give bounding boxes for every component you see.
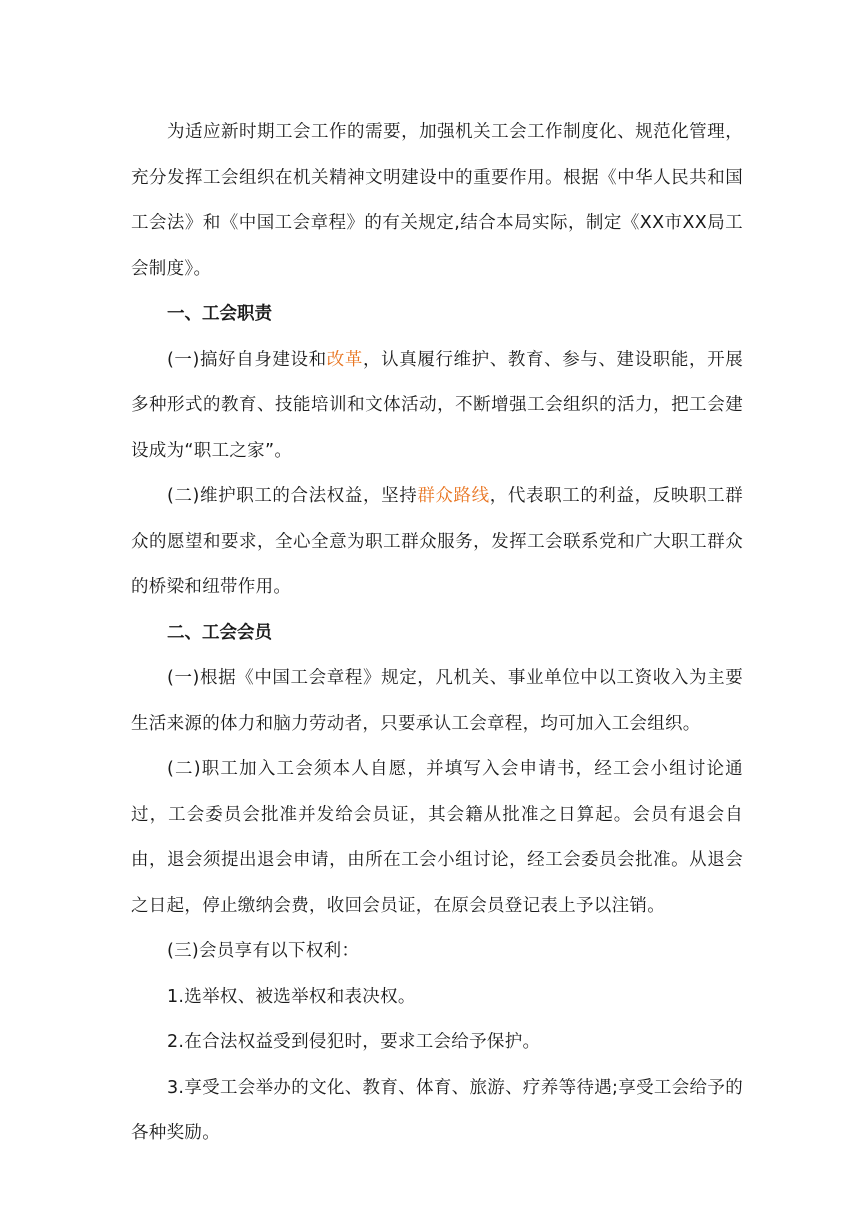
section-heading-duties: 一、工会职责 <box>167 304 272 324</box>
mass-line-link[interactable]: 群众路线 <box>417 486 490 506</box>
members-paragraph-1: (一)根据《中国工会章程》规定，凡机关、事业单位中以工资收入为主要生活来源的体力和脑力劳动者，只要承认工会章程，均可加入工会组织。 <box>131 668 743 734</box>
intro-paragraph: 为适应新时期工会工作的需要，加强机关工会工作制度化、规范化管理，充分发挥工会组织在机关精神文明建设中的重要作用。根据《中华人民共和国工会法》和《中国工会章程》的有关规定,结合本局实际，制定《XX市XX局工会制度》。 <box>131 122 743 279</box>
duties-p1-text-before: (一)搞好自身建设和 <box>167 349 327 370</box>
duties-p2-text-before: (二)维护职工的合法权益，坚持 <box>167 486 418 506</box>
duties-p1-text-after: ，认真履行维护、教育、参与、建设职能，开展多种形式的教育、技能培训和文体活动，不断增强工会组织的活力，把工会建设成为“职工之家”。 <box>131 349 743 461</box>
document-page <box>131 110 743 1157</box>
members-paragraph-3: (三)会员享有以下权利： <box>167 941 360 961</box>
members-paragraph-2: (二)职工加入工会须本人自愿，并填写入会申请书，经工会小组讨论通过，工会委员会批准并发给会员证，其会籍从批准之日算起。会员有退会自由，退会须提出退会申请，由所在工会小组讨论，经工会委员会批准。从退会之日起，停止缴纳会费，收回会员证，在原会员登记表上予以注销。 <box>131 759 743 916</box>
rights-item-1: 1.选举权、被选举权和表决权。 <box>167 986 416 1007</box>
duties-p2-text-after: ，代表职工的利益，反映职工群众的愿望和要求，全心全意为职工群众服务，发挥工会联系党和广大职工群众的桥梁和纽带作用。 <box>131 486 744 597</box>
duties-paragraph-2 <box>131 474 743 611</box>
section-heading-members: 二、工会会员 <box>167 622 272 643</box>
duties-paragraph-1 <box>131 338 743 475</box>
rights-item-3: 3.享受工会举办的文化、教育、体育、旅游、疗养等待遇;享受工会给予的各种奖励。 <box>131 1077 743 1143</box>
reform-link[interactable]: 改革 <box>326 349 363 370</box>
rights-item-2: 2.在合法权益受到侵犯时，要求工会给予保护。 <box>167 1032 541 1052</box>
